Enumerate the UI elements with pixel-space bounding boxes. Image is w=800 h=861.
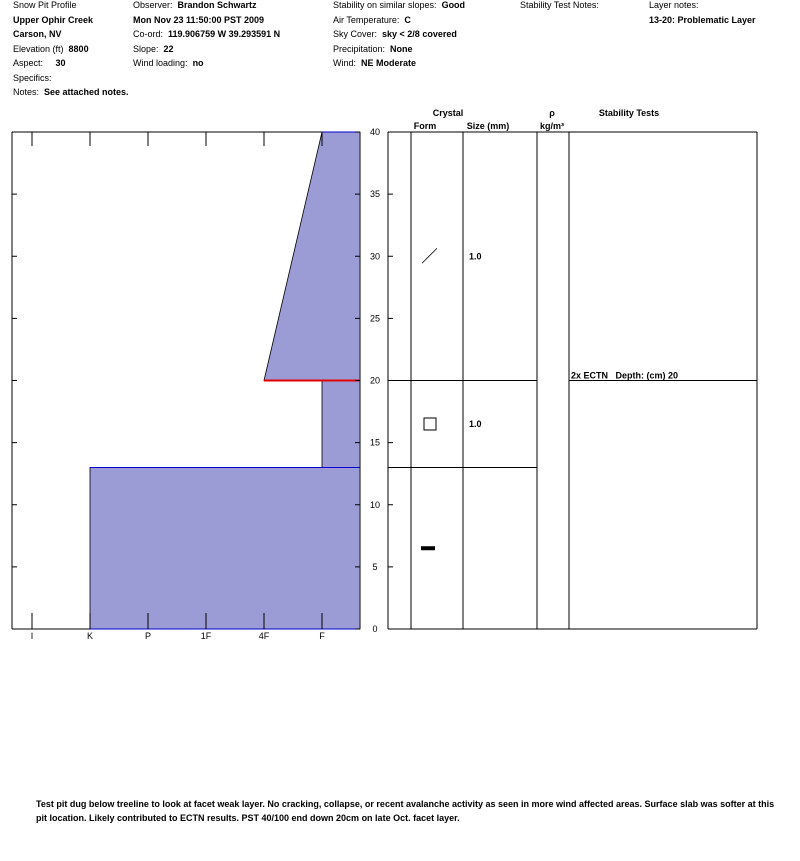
- date-field: Mon Nov 23 11:50:00 PST 2009: [133, 14, 265, 25]
- form-header: Form: [413, 121, 437, 131]
- hardness-layer-1: [322, 381, 360, 468]
- x-tick-label-3: 1F: [200, 631, 212, 641]
- hardness-layer-0: [90, 467, 360, 629]
- y-tick-label-7: 35: [369, 189, 381, 200]
- precipitation-field: Precipitation: None: [333, 43, 413, 54]
- slash-icon: [422, 248, 437, 263]
- location-name: Upper Ophir Creek: [13, 14, 94, 25]
- stability-similar-field: Stability on similar slopes: Good: [333, 0, 466, 10]
- layer-table: [388, 108, 757, 629]
- x-tick-label-4: 4F: [258, 631, 270, 641]
- y-tick-label-6: 30: [369, 251, 381, 262]
- wind-loading-field: Wind loading: no: [133, 58, 204, 68]
- y-tick-label-0: 0: [372, 624, 378, 634]
- layer-notes-label: Layer notes:: [649, 0, 699, 10]
- sky-cover-field: Sky Cover: sky < 2/8 covered: [333, 29, 457, 39]
- hardness-layer-2: [264, 132, 360, 381]
- x-tick-label-0: I: [30, 631, 34, 641]
- x-tick-label-1: K: [86, 631, 94, 641]
- x-tick-label-5: F: [319, 631, 325, 641]
- y-tick-label-3: 15: [369, 437, 381, 448]
- hardness-plot: [12, 132, 360, 629]
- square-icon: [424, 418, 436, 430]
- bar-icon: [421, 546, 435, 550]
- crystal-header: Crystal: [432, 108, 464, 118]
- stability-test-notes-label: Stability Test Notes:: [520, 0, 599, 10]
- x-tick-label-2: P: [144, 631, 152, 641]
- hardness-axis: [31, 631, 326, 641]
- size-header: Size (mm): [466, 121, 510, 131]
- density-unit-header: kg/m³: [539, 121, 565, 131]
- y-tick-label-4: 20: [369, 375, 381, 386]
- elevation-field: Elevation (ft) 8800: [13, 43, 89, 54]
- y-tick-label-5: 25: [369, 313, 381, 324]
- layer-note-entry: 13-20: Problematic Layer: [649, 14, 756, 25]
- slope-field: Slope: 22: [133, 43, 174, 54]
- notes-field: Notes: See attached notes.: [13, 87, 129, 97]
- observer-field: Observer: Brandon Schwartz: [133, 0, 257, 10]
- y-tick-label-8: 40: [369, 127, 381, 137]
- air-temp-field: Air Temperature: C: [333, 14, 411, 25]
- crystal-size-1: 1.0: [469, 418, 482, 429]
- aspect-field: Aspect: 30: [13, 58, 66, 68]
- specifics-field: Specifics:: [13, 72, 52, 83]
- density-symbol-header: ρ: [549, 108, 555, 118]
- y-tick-label-2: 10: [369, 499, 381, 510]
- y-tick-label-1: 5: [372, 561, 378, 572]
- crystal-size-0: 1.0: [469, 251, 482, 262]
- wind-field: Wind: NE Moderate: [333, 58, 417, 68]
- location-region: Carson, NV: [13, 29, 62, 39]
- stability-test-0: 2x ECTN Depth: (cm) 20: [571, 370, 679, 381]
- coord-field: Co-ord: 119.906759 W 39.293591 N: [133, 29, 281, 39]
- footer-notes: Test pit dug below treeline to look at facet weak layer. No cracking, collapse, or recent avalanche activity as seen in more wind affected areas. Surface slab was softer at this pit location. Likely contributed to ECTN results. PST 40/100 end down 20cm on late Oct. facet layer.: [36, 799, 775, 823]
- header-title: Snow Pit Profile: [13, 0, 77, 10]
- stability-header: Stability Tests: [598, 108, 660, 118]
